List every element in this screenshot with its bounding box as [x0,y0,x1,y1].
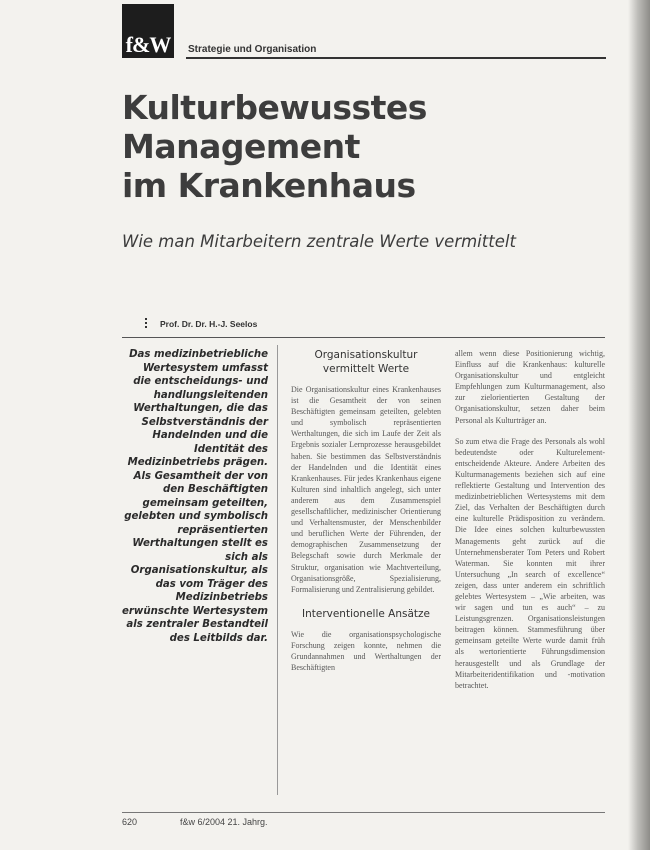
author-line: Prof. Dr. Dr. H.-J. Seelos [160,319,258,329]
journal-logo: f&W [122,4,174,58]
page-number: 620 [122,817,138,827]
body-paragraph: allem wenn diese Positionierung wichtig, Einfluss auf die Krankenhaus: kulturelle Organisationskultur und entgleicht Empfehlungen zum Kulturmanagement, also zur zielorientierten Gestaltung der Organisationskultur, setzen daher beim Personal als Kulturträger an. [455,349,605,425]
body-paragraph: Wie die organisationspsychologische Forschung zeigen konnte, nehmen die Grundannahmen und Werthaltungen der Beschäftigten [291,629,441,673]
author-rule [122,337,605,338]
lead-paragraph: Das medizinbetriebliche Wertesystem umfasst die entscheidungs- und handlungsleitenden Werthaltungen, die das Selbstverständnis der Handelnden und die Identität des Medizinbetriebs prägen. Als Gesamtheit der von den Beschäftigten gemeinsam geteilten, gelebten und symbolisch repräsentierten Werthaltungen stellt es sich als Organisationskultur, als das vom Träger des Medizinbetriebs erwünschte Wertesystem als zentraler Bestandteil des Leitbilds dar. [122,349,268,644]
page-edge-shadow [628,0,650,850]
header-rule [186,57,606,59]
section-heading: Interventionelle Ansätze [301,607,430,620]
section-label: Strategie und Organisation [188,44,317,55]
article-subtitle: Wie man Mitarbeitern zentrale Werte vermittelt [122,232,516,251]
title-line: Kulturbewusstes [122,88,427,127]
title-line: Management [122,127,360,166]
title-line: im Krankenhaus [122,166,416,205]
body-paragraph: So zum etwa die Frage des Personals als wohl bedeutendste oder Kulturelement-entscheidende Akteure. Andere Arbeiten des Kulturmanagements beziehen sich auf eine reflektierte Gestaltung und Intervention des medizinbetrieblichen Wertesystems mit dem Ziel, das Verhalten der Beschäftigten durch eine kulturelle Prädisposition zu verändern. Die Idee eines solchen kulturbewussten Managements geht zurück auf die Unternehmensberater Tom Peters und Robert Waterman. Sie konnten mit ihrer Untersuchung „In search of excellence“ zeigen, dass unter anderem ein schriftlich gelebtes Wertesystem – „Wie arbeiten, was wir sagen und tun es auch“ – zu Leistungsgrenzen. Organisationsleistungen beitragen können. Stammesführung über gemeinsam geteilte Werte wurde damit früh als wertorientierte Führungsdimension herausgestellt und als Grundlage der Mitarbeiteridentifikation und -motivation betrachtet. [455,436,605,690]
footer-rule [122,812,605,813]
column-divider [277,345,278,795]
author-marker [145,318,150,328]
section-heading: Organisationskultur vermittelt Werte [314,349,418,375]
article-title [122,88,542,205]
body-paragraph: Die Organisationskultur eines Krankenhauses ist die Gesamtheit der von seinen Beschäftigten gemeinsam geteilten, gelebten und symbolisch repräsentierten Werthaltungen, die sich im Laufe der Zeit als Ergebnis sozialer Lernprozesse herausgebildet haben. Sie bestimmen das Selbstverständnis der Handelnden und die Identität eines Krankenhauses. Für jedes Krankenhaus eigene Kulturen sind inhaltlich angelegt, sich unter anderem aus dem Zusammenspiel gesellschaftlicher, medizinischer Orientierung und Verhaltensmuster, der Menschenbilder und beruflichen Werte der Führenden, der demographischen Zusammensetzung der Belegschaft sowie durch Merkmale der Struktur, organisation wie Machtverteilung, Organisationsgröße, Spezialisierung, Formalisierung und Zentralisierung gebildet. [291,385,441,594]
body-column-3 [455,348,605,701]
journal-citation: f&w 6/2004 21. Jahrg. [180,817,268,827]
body-column-2 [291,348,441,673]
